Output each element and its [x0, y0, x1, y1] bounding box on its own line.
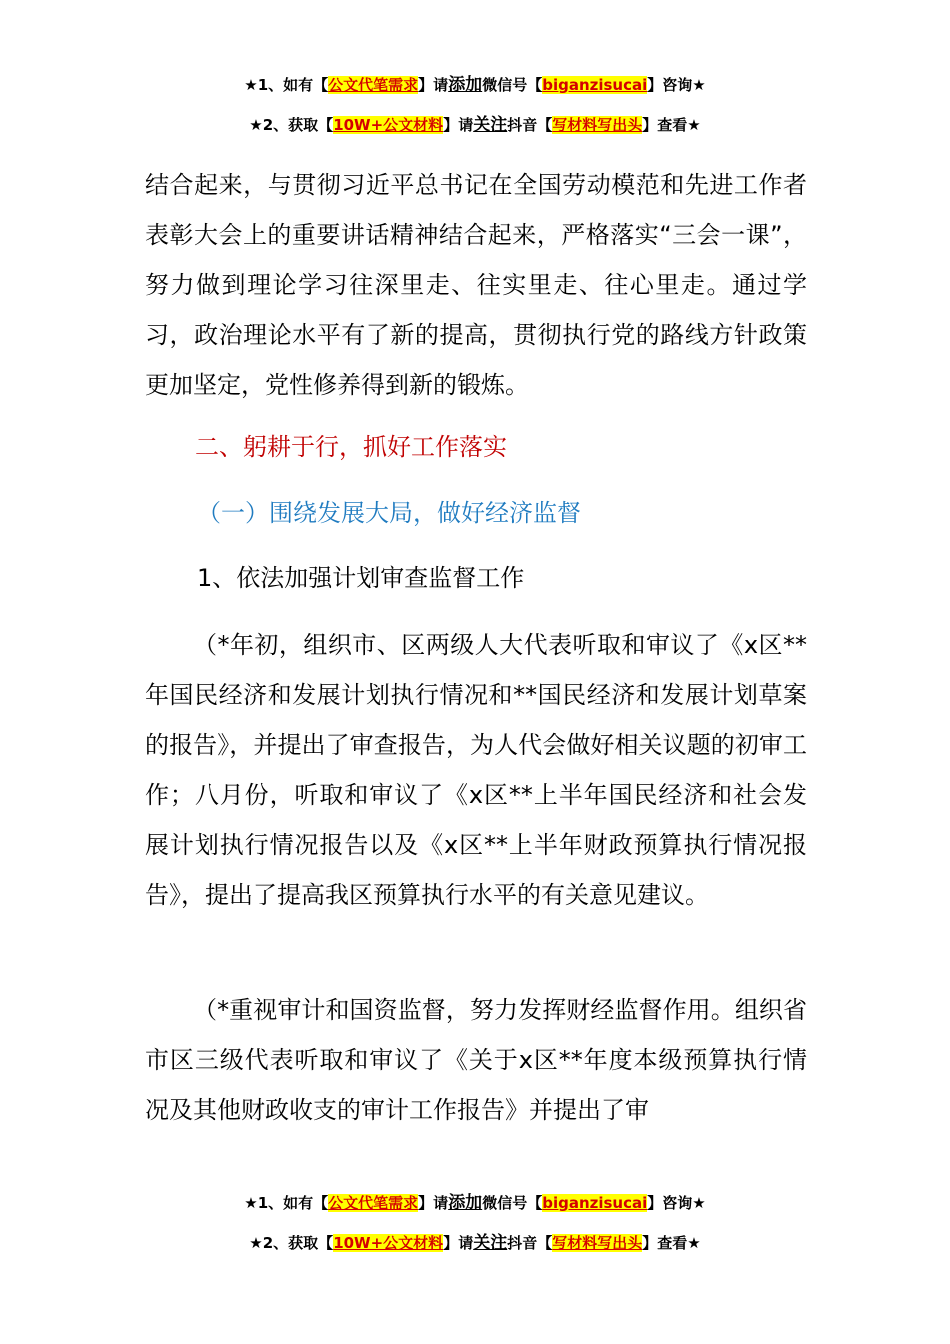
banner-text: 】请 [418, 76, 449, 94]
banner-text: 】请 [443, 116, 474, 134]
banner-highlight: biganzisucai [542, 1194, 648, 1212]
banner-text: ★1、如有【 [244, 1194, 329, 1212]
banner-text: 】请 [418, 1194, 449, 1212]
banner-highlight: 10W+公文材料 [333, 1234, 444, 1252]
banner-highlight: 10W+公文材料 [333, 116, 444, 134]
banner-text: 】查看★ [642, 1234, 701, 1252]
banner-highlight: 写材料写出头 [552, 1234, 643, 1252]
banner-highlight: 公文代笔需求 [328, 76, 419, 94]
banner-text: 微信号【 [482, 1194, 543, 1212]
banner-text: ★1、如有【 [244, 76, 329, 94]
banner-highlight: biganzisucai [542, 76, 648, 94]
banner-text: 微信号【 [482, 76, 543, 94]
banner-highlight: 公文代笔需求 [328, 1194, 419, 1212]
banner-underlined: 关注 [473, 1233, 508, 1253]
paragraph-2: （*重视审计和国资监督，努力发挥财经监督作用。组织省市区三级代表听取和审议了《关于x区**年度本级预算执行情况及其他财政收支的审计工作报告》并提出了审 [145, 996, 807, 1124]
banner-underlined: 添加 [448, 1193, 483, 1213]
banner-text: 】咨询★ [647, 76, 706, 94]
banner-text: 抖音【 [507, 1234, 553, 1252]
banner-text: 】请 [443, 1234, 474, 1252]
banner-underlined: 关注 [473, 115, 508, 135]
footer-banner-line-2 [0, 1228, 950, 1253]
paragraph-1: （*年初，组织市、区两级人大代表听取和审议了《x区**年国民经济和发展计划执行情况和**国民经济和发展计划草案的报告》，并提出了审查报告，为人代会做好相关议题的初审工作；八月份，听取和审议了《x区**上半年国民经济和社会发展计划执行情况报告以及《x区**上半年财政预算执行情况报告》，提出了提高我区预算执行水平的有关意见建议。 [145, 631, 807, 909]
banner-highlight: 写材料写出头 [552, 116, 643, 134]
banner-underlined: 添加 [448, 75, 483, 95]
item-heading: 1、依法加强计划审查监督工作 [197, 564, 525, 592]
banner-text: 】查看★ [642, 116, 701, 134]
header-banner-line-2 [0, 110, 950, 135]
paragraph-continuation: 结合起来，与贯彻习近平总书记在全国劳动模范和先进工作者表彰大会上的重要讲话精神结合起来，严格落实“三会一课”，努力做到理论学习往深里走、往实里走、往心里走。通过学习，政治理论水平有了新的提高，贯彻执行党的路线方针政策更加坚定，党性修养得到新的锻炼。 [145, 171, 807, 399]
subsection-heading: （一）围绕发展大局，做好经济监督 [197, 499, 581, 527]
banner-text: ★2、获取【 [249, 1234, 334, 1252]
banner-text: 抖音【 [507, 116, 553, 134]
footer-banner-line-1 [0, 1188, 950, 1213]
banner-text: ★2、获取【 [249, 116, 334, 134]
header-banner-line-1 [0, 70, 950, 95]
banner-text: 】咨询★ [647, 1194, 706, 1212]
section-heading: 二、躬耕于行，抓好工作落实 [195, 433, 507, 461]
